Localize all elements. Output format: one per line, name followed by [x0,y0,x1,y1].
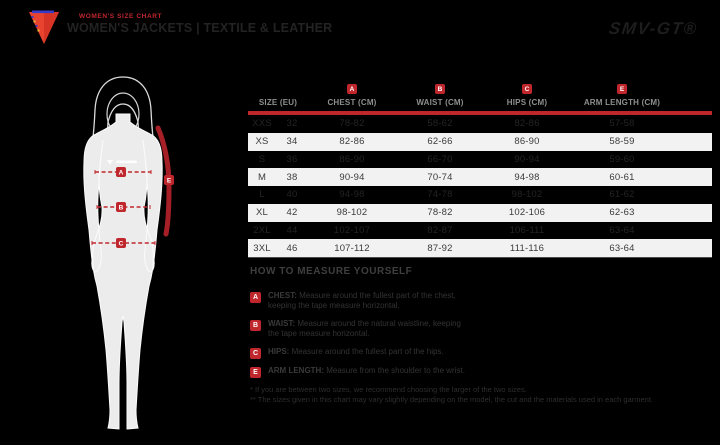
size-row-m [248,168,712,186]
cell-arm: 57-58 [609,118,635,130]
measurement-figure [50,72,200,434]
measure-item-text: WAIST: Measure around the natural waistline, keeping the tape measure horizontal. [268,318,461,339]
cell-size: 2XL [253,224,271,236]
size-row-xxs [248,115,712,133]
measure-item-badge: C [250,348,261,359]
column-badge-a: A [347,84,357,94]
measure-item-text: ARM LENGTH: Measure from the shoulder to the wrist. [268,365,465,375]
cell-chest: 82-86 [339,136,365,148]
cell-arm: 63-64 [609,224,635,236]
cell-num: 32 [286,118,298,130]
measure-item-badge: E [250,367,261,378]
size-row-xl [248,204,712,222]
cell-hips: 90-94 [514,153,540,165]
measure-item-a [250,291,710,312]
marker-badge-b [116,202,126,212]
cell-arm: 59-60 [609,153,635,165]
column-badge-e: E [617,84,627,94]
size-table [248,82,712,258]
measure-item-text: CHEST: Measure around the fullest part of the chest, keeping the tape measure horizontal. [268,291,456,311]
cell-size: 3XL [253,242,271,254]
cell-waist: 87-92 [427,242,453,254]
cell-num: 36 [286,153,298,165]
measure-heading: HOW TO MEASURE YOURSELF [250,266,413,277]
size-row-xs [248,133,712,151]
cell-waist: 70-74 [427,171,453,183]
column-header-hips: HIPS (CM) [506,98,548,107]
size-row-s [248,151,712,169]
measure-item-text: HIPS: Measure around the fullest part of the hips. [268,346,444,356]
column-badge-c: C [522,84,532,94]
cell-chest: 86-90 [339,153,365,165]
cell-size: M [257,171,267,183]
cell-chest: 78-82 [339,118,365,130]
cell-waist: 78-82 [427,207,453,219]
measure-footnote: ** The sizes given in this chart may vary slightly depending on the model, the cut and the materials used in each garment. [250,394,654,404]
cell-num: 38 [286,171,298,183]
cell-waist: 82-87 [427,224,453,236]
cell-hips: 94-98 [514,171,540,183]
column-header-arm: ARM LENGTH (CM) [583,98,661,107]
cell-arm: 60-61 [609,171,635,183]
page-title: WOMEN'S JACKETS | TEXTILE & LEATHER [67,21,333,35]
column-header-size: SIZE (EU) [258,98,298,107]
cell-num: 34 [286,136,298,148]
cell-chest: 102-107 [333,224,371,236]
cell-chest: 90-94 [339,171,365,183]
cell-waist: 58-62 [427,118,453,130]
page-eyebrow: WOMEN'S SIZE CHART [79,13,163,20]
column-badge-b: B [435,84,445,94]
svg-text:A: A [118,169,124,177]
cell-size: XXS [252,118,272,130]
size-row-3xl [248,239,712,257]
brand-triangle-logo [26,6,62,46]
cell-waist: 62-66 [427,136,453,148]
column-header-chest: CHEST (CM) [327,98,377,107]
how-to-measure-section [250,266,710,405]
size-row-2xl [248,222,712,240]
measure-item-c [250,347,710,359]
cell-num: 44 [286,224,298,236]
cell-arm: 62-63 [609,207,635,219]
table-header-row [248,96,712,109]
measure-item-badge: B [250,320,261,331]
marker-badge-e [164,175,174,185]
marker-badge-a [116,167,126,177]
marker-badge-c [116,238,126,248]
cell-arm: 61-62 [609,189,635,201]
measure-item-badge: A [250,292,261,303]
cell-hips: 106-111 [509,224,545,236]
measure-list [250,291,710,378]
cell-hips: 111-116 [509,242,545,254]
measure-notes [250,385,710,405]
cell-chest: 98-102 [336,207,368,219]
table-badge-row [248,82,712,96]
cell-waist: 74-78 [427,189,453,201]
cell-num: 46 [286,242,298,254]
size-row-l [248,186,712,204]
table-body [248,115,712,258]
cell-chest: 107-112 [334,242,370,254]
column-header-waist: WAIST (CM) [416,98,464,107]
brand-wordmark: SMV-GT® [608,19,700,38]
cell-hips: 82-86 [514,118,540,130]
svg-text:E: E [166,177,172,185]
cell-hips: 98-102 [511,189,543,201]
cell-size: XS [255,136,269,148]
cell-hips: 86-90 [514,136,540,148]
svg-text:B: B [118,204,124,212]
measure-footnote: * If you are between two sizes, we recommend choosing the larger of the two sizes. [250,384,527,394]
svg-text:C: C [118,240,124,248]
cell-num: 40 [286,189,298,201]
cell-num: 42 [286,207,298,219]
cell-chest: 94-98 [339,189,365,201]
cell-waist: 66-70 [427,153,453,165]
cell-size: XL [255,207,269,219]
cell-size: L [259,189,265,201]
measure-item-e [250,366,710,378]
cell-arm: 63-64 [609,242,635,254]
cell-arm: 58-59 [609,136,635,148]
measure-item-b [250,319,710,340]
cell-size: S [258,153,266,165]
cell-hips: 102-106 [508,207,546,219]
